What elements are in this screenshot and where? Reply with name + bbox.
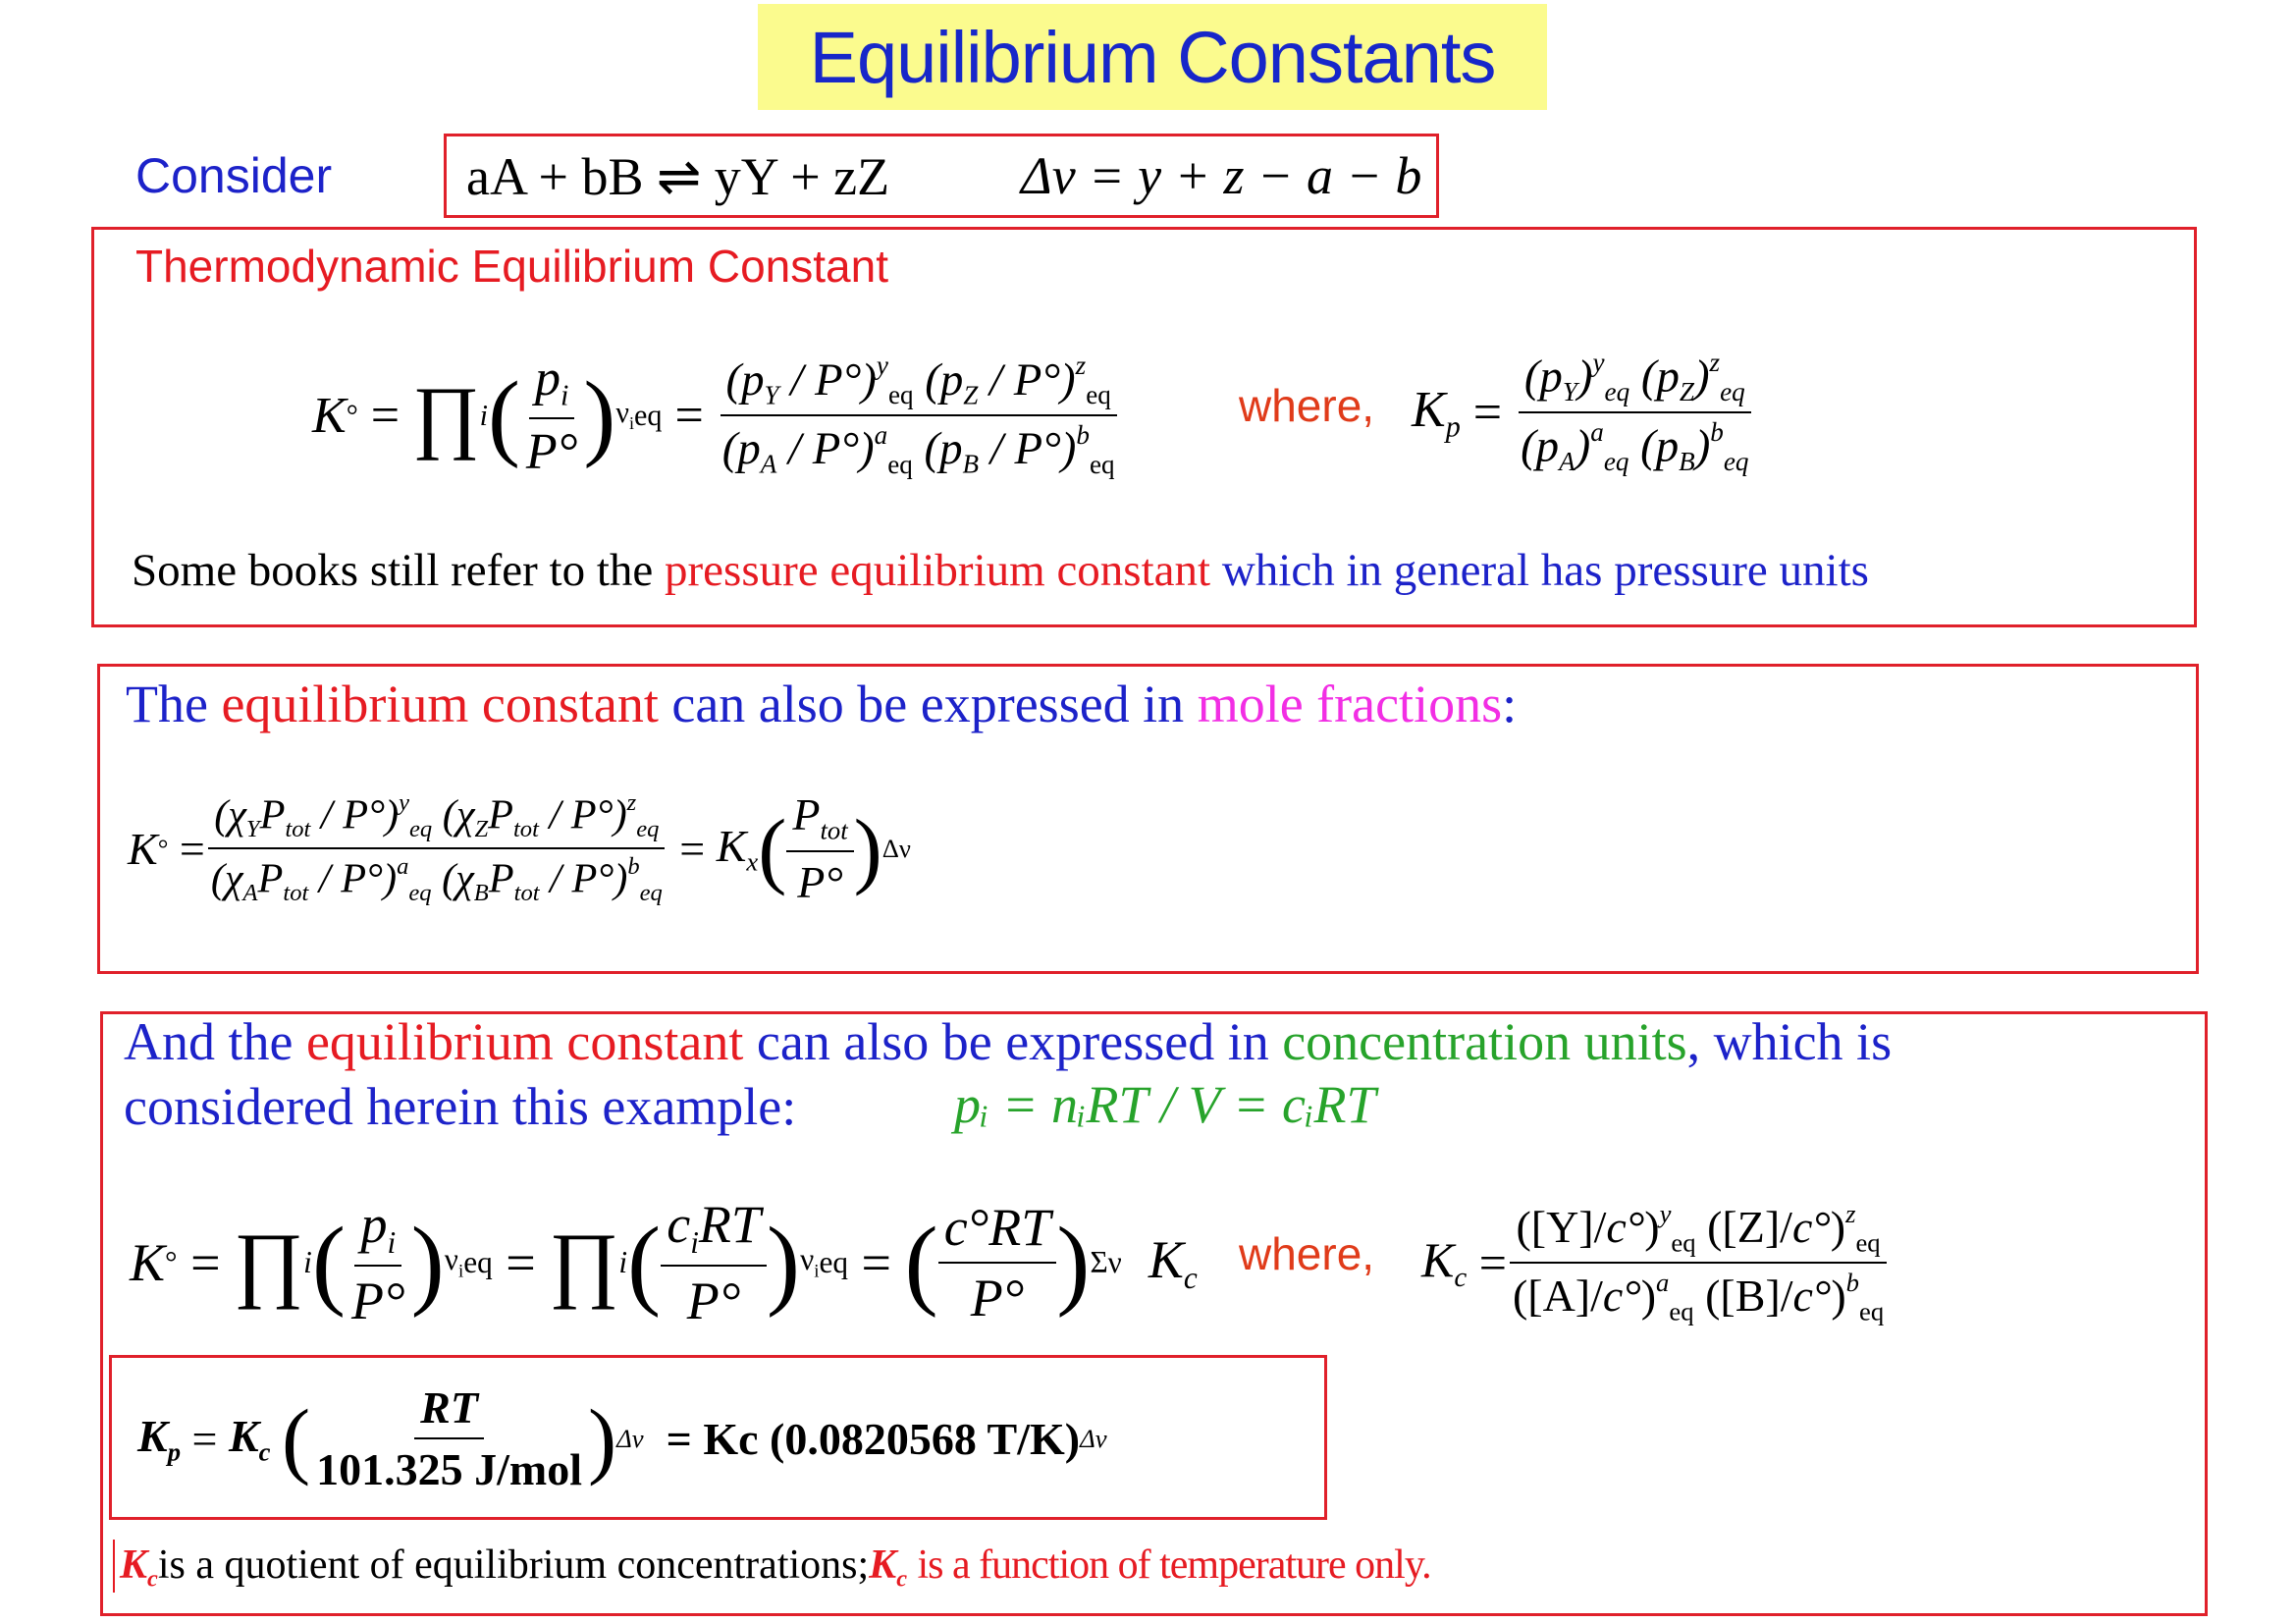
thermo-note-black: Some books still refer to the <box>132 545 666 596</box>
mole-equation: K ° = $\frac{(\chi_YP_{tot} / P^\circ)^y_{eq} (\chi_ZP_{tot} / P^\circ)^z_{eq}}{(\chi_AP_{tot} / P^\circ)^a_{eq} (\chi_BP_{tot} / P^\circ)^b_{eq}}$ = $K_x$ ( $\frac{P_{tot}}{P^\circ}$ ) Δν <box>128 789 911 907</box>
conc-s5: , which is <box>1686 1012 1893 1071</box>
delta-nu: Δν = y + z − a − b <box>1021 146 1422 205</box>
conc-relation: pᵢ = nᵢRT / V = cᵢRT <box>954 1075 1376 1134</box>
thermo-where: where, <box>1239 380 1375 431</box>
reaction-equation: aA + bB ⇌ yY + zZ <box>466 147 890 206</box>
conc-where: where, <box>1239 1228 1375 1279</box>
conc-s1: And the <box>124 1012 306 1071</box>
kp-definition: $K_p$ = $\frac{(p_Y)^y_{eq} (p_Z)^z_{eq}}{(p_A)^a_{eq} (p_B)^b_{eq}}$ <box>1412 314 1754 511</box>
thermo-note <box>132 544 1869 597</box>
thermo-note-blue: which in general has pressure units <box>1210 545 1869 596</box>
mole-s3: can also be expressed in <box>658 675 1198 733</box>
thermo-equation: K ° = ∏ i ( $\frac{p_i}{P^\circ}$ ) $\nu_i$ eq = $\frac{(p_Y / P^\circ)^y_{eq} (p_Z / P^\circ)^z_{eq}}{(p_A / P^\circ)^a_{eq} (p_B / P^\circ)^b_{eq}}$ <box>312 312 1121 518</box>
kc-note: $K_cis$ a quotient of equilibrium $concentrations;K_c$ is a function of temperature only. <box>120 1542 1431 1593</box>
kc-note-marker <box>113 1540 115 1593</box>
mole-s1: The <box>126 675 222 733</box>
mole-heading <box>126 674 1517 734</box>
conc-heading <box>124 1011 1892 1072</box>
thermo-note-red: pressure equilibrium constant <box>665 545 1211 596</box>
mole-s5: : <box>1502 675 1518 733</box>
thermo-heading: Thermodynamic Equilibrium Constant <box>135 241 888 292</box>
conc-line2: considered herein this example: <box>124 1077 797 1136</box>
page-title: Equilibrium Constants <box>809 16 1496 98</box>
conc-equation: K ° = ∏ i ( $\frac{p_i}{P^\circ}$ ) $\nu_i$ eq = ∏ i ( $\frac{c_iRT}{P^\circ}$ ) $\nu_i$ eq = ( $\frac{c^\circ RT}{P^\circ}$ ) Σν $K_c$ <box>130 1195 1198 1330</box>
mole-s2: equilibrium constant <box>221 675 659 733</box>
conc-s2: equilibrium constant <box>305 1012 744 1071</box>
conc-s4: concentration units <box>1282 1012 1687 1071</box>
kp-kc-denominator: 101.325 J/mol <box>316 1444 583 1494</box>
kp-kc-tail: = Kc (0.0820568 T/K) <box>666 1413 1081 1464</box>
kc-definition: $K_c$ = $\frac{([Y]/c^\circ)^y_{eq} ([Z]/c^\circ)^z_{eq}}{([A]/c^\circ)^a_{eq} ([B]/c^\circ)^b_{eq}}$ <box>1421 1164 1890 1361</box>
mole-s4: mole fractions <box>1197 675 1503 733</box>
kc-note-black: is a quotient of equilibrium concentrations; <box>157 1542 870 1588</box>
kp-kc-equation: $K_p$ = $K_c$ ( $\frac{RT}{\text{101.325 J/mol}}$ ) Δv = Kc (0.0820568 T/K) Δv <box>137 1382 1107 1494</box>
consider-label: Consider <box>135 148 333 203</box>
conc-s3: can also be expressed in <box>743 1012 1283 1071</box>
kc-note-red: is a function of temperature only. <box>917 1542 1431 1588</box>
